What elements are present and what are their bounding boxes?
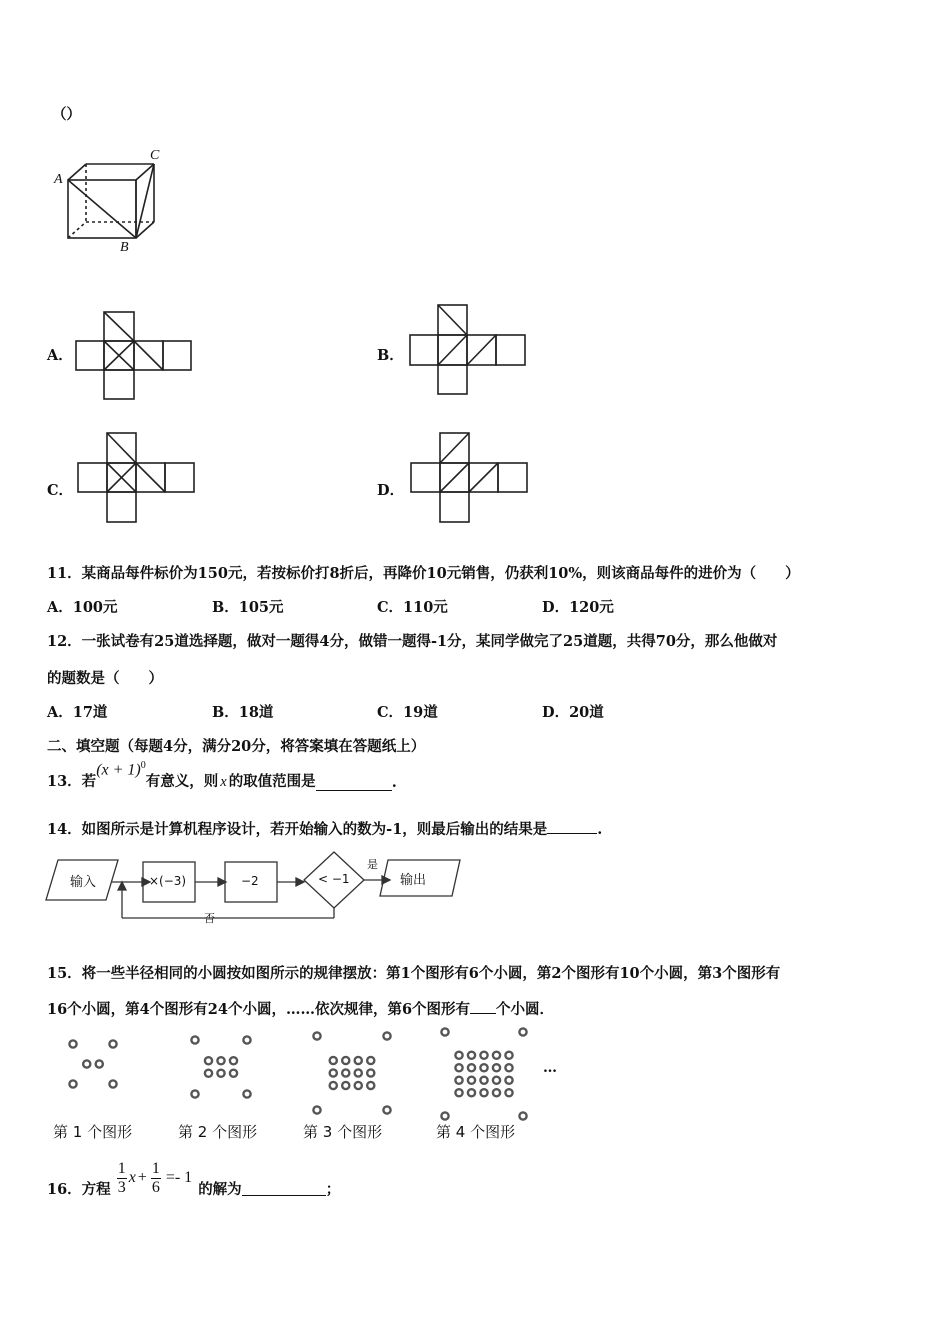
inner-circle <box>355 1082 362 1089</box>
inner-circle <box>367 1082 374 1089</box>
q15-caption-2: 第 2 个图形 <box>178 1123 258 1141</box>
q14-end: . <box>597 821 603 838</box>
flow-multiply-label: ×(−3) <box>149 874 187 888</box>
q16-suffix: 的解为 <box>198 1180 242 1198</box>
inner-circle <box>493 1077 500 1084</box>
inner-circle <box>205 1057 212 1064</box>
q16-end: ； <box>325 1180 341 1198</box>
inner-circle <box>355 1057 362 1064</box>
q15-text-line1: 15．将一些半径相同的小圆按如图所示的规律摆放：第1个图形有6个小圆，第2个图形有10个小圆，第3个图形有 <box>47 965 781 982</box>
q13-exponent: 0 <box>140 759 146 771</box>
inner-circle <box>330 1082 337 1089</box>
flow-no-label: 否 <box>204 912 215 925</box>
flow-yes-label: 是 <box>367 858 378 871</box>
q13-prefix: 13．若 <box>47 773 97 790</box>
inner-circle <box>217 1070 224 1077</box>
cube-label-c: C <box>150 148 160 163</box>
q11-text: 11．某商品每件标价为150元，若按标价打8折后，再降价10元销售，仍获利10%，则该商品每件的进价为（ ） <box>47 565 800 582</box>
cube-figure <box>48 148 168 260</box>
q11-option-a[interactable]: A．100元 <box>47 599 118 616</box>
q11-option-d[interactable]: D．120元 <box>542 599 614 616</box>
q16-prefix: 16．方程 <box>47 1180 111 1198</box>
corner-circle <box>519 1028 526 1035</box>
cube-label-b: B <box>120 240 129 255</box>
q13-middle: 有意义，则 <box>145 773 219 790</box>
inner-circle <box>230 1057 237 1064</box>
inner-circle <box>505 1089 512 1096</box>
q14-answer-blank[interactable] <box>547 819 597 834</box>
inner-circle <box>342 1057 349 1064</box>
q15-ellipsis: … <box>543 1060 557 1076</box>
corner-circle <box>69 1040 76 1047</box>
corner-circle <box>383 1032 390 1039</box>
flow-output-label: 输出 <box>400 873 427 888</box>
inner-circle <box>468 1052 475 1059</box>
inner-circle <box>505 1077 512 1084</box>
q14 <box>47 818 602 839</box>
q10-option-c-label[interactable]: C． <box>47 482 74 499</box>
inner-circle <box>455 1077 462 1084</box>
q10-option-d-label[interactable]: D． <box>377 482 405 499</box>
q13-end: . <box>391 774 397 791</box>
inner-circle <box>83 1060 90 1067</box>
q10-option-a-net[interactable] <box>74 310 194 402</box>
q15-line2 <box>47 998 554 1019</box>
q13-expression <box>96 760 146 779</box>
inner-circle <box>217 1057 224 1064</box>
q12-text-line2: 的题数是（ ） <box>47 670 163 687</box>
inner-circle <box>455 1089 462 1096</box>
q16-plus: + <box>137 1169 147 1186</box>
q16-frac2-den: 6 <box>151 1178 160 1196</box>
corner-circle <box>313 1032 320 1039</box>
corner-circle <box>243 1036 250 1043</box>
q16-equation <box>117 1160 193 1197</box>
q15-caption-4: 第 4 个图形 <box>436 1123 516 1141</box>
corner-circle <box>191 1090 198 1097</box>
flow-input-label: 输入 <box>70 875 97 890</box>
q13-expr: (x + 1) <box>96 761 141 778</box>
corner-circle <box>383 1106 390 1113</box>
q12-option-b[interactable]: B．18道 <box>212 704 274 721</box>
q16 <box>47 1159 341 1210</box>
corner-circle <box>69 1080 76 1087</box>
flow-subtract-label: −2 <box>241 874 259 888</box>
q16-fraction-1 <box>117 1160 127 1197</box>
inner-circle <box>480 1064 487 1071</box>
inner-circle <box>342 1082 349 1089</box>
q12-option-a[interactable]: A．17道 <box>47 704 108 721</box>
q16-rhs: =- 1 <box>165 1169 193 1186</box>
corner-circle <box>191 1036 198 1043</box>
inner-circle <box>330 1069 337 1076</box>
q14-flowchart <box>44 848 464 926</box>
q10-option-b-net[interactable] <box>408 303 530 397</box>
q11-option-b[interactable]: B．105元 <box>212 599 284 616</box>
q13-var: x <box>220 774 227 790</box>
q14-text: 14．如图所示是计算机程序设计，若开始输入的数为-1，则最后输出的结果是 <box>47 821 548 838</box>
cube-drawing <box>48 148 168 260</box>
inner-circle <box>205 1070 212 1077</box>
q12-option-d[interactable]: D．20道 <box>542 704 604 721</box>
q16-frac2-num: 1 <box>151 1159 160 1177</box>
inner-circle <box>367 1057 374 1064</box>
cube-label-a: A <box>54 172 63 187</box>
q16-var: x <box>128 1169 136 1186</box>
inner-circle <box>505 1052 512 1059</box>
inner-circle <box>493 1089 500 1096</box>
corner-circle <box>243 1090 250 1097</box>
inner-circle <box>230 1070 237 1077</box>
inner-circle <box>96 1060 103 1067</box>
inner-circle <box>455 1064 462 1071</box>
q13-answer-blank[interactable] <box>316 776 392 791</box>
q11-option-c[interactable]: C．110元 <box>377 599 448 616</box>
q16-fraction-2 <box>151 1160 161 1197</box>
section-heading-fill-in: 二、填空题（每题4分，满分20分，将答案填在答题纸上） <box>47 738 426 755</box>
corner-circle <box>109 1040 116 1047</box>
corner-circle <box>313 1106 320 1113</box>
q13 <box>47 761 397 791</box>
corner-circle <box>519 1112 526 1119</box>
q15-caption-1: 第 1 个图形 <box>53 1123 133 1141</box>
q12-option-c[interactable]: C．19道 <box>377 704 438 721</box>
q10-option-b-label[interactable]: B． <box>377 347 404 364</box>
inner-circle <box>367 1069 374 1076</box>
inner-circle <box>330 1057 337 1064</box>
inner-circle <box>455 1052 462 1059</box>
corner-circle <box>441 1112 448 1119</box>
q10-option-c-net[interactable] <box>76 432 198 526</box>
q10-option-d-net[interactable] <box>408 432 532 526</box>
q15-text-line2: 16个小圆，第4个图形有24个小圆，……依次规律，第6个图形有 <box>47 1001 471 1018</box>
inner-circle <box>493 1052 500 1059</box>
inner-circle <box>480 1089 487 1096</box>
inner-circle <box>493 1064 500 1071</box>
q15-circle-patterns <box>55 1028 535 1116</box>
corner-circle <box>109 1080 116 1087</box>
q16-frac1-den: 3 <box>117 1178 126 1196</box>
q12-text-line1: 12．一张试卷有25道选择题，做对一题得4分，做错一题得-1分，某同学做完了25道题，共得70分，那么他做对 <box>47 633 778 650</box>
q10-answer-paren: （） <box>52 106 81 123</box>
inner-circle <box>468 1077 475 1084</box>
q15-answer-blank[interactable] <box>470 999 496 1014</box>
inner-circle <box>505 1064 512 1071</box>
q16-frac1-num: 1 <box>117 1159 126 1177</box>
inner-circle <box>480 1052 487 1059</box>
corner-circle <box>441 1028 448 1035</box>
q10-option-a-label[interactable]: A． <box>47 347 73 364</box>
q15-caption-3: 第 3 个图形 <box>303 1123 383 1141</box>
q15-text-line2-end: 个小圆． <box>496 1001 555 1018</box>
inner-circle <box>480 1077 487 1084</box>
q13-suffix: 的取值范围是 <box>228 773 316 790</box>
flow-condition-label: < −1 <box>318 872 350 886</box>
q16-answer-blank[interactable] <box>242 1181 326 1196</box>
inner-circle <box>468 1064 475 1071</box>
inner-circle <box>342 1069 349 1076</box>
inner-circle <box>468 1089 475 1096</box>
inner-circle <box>355 1069 362 1076</box>
